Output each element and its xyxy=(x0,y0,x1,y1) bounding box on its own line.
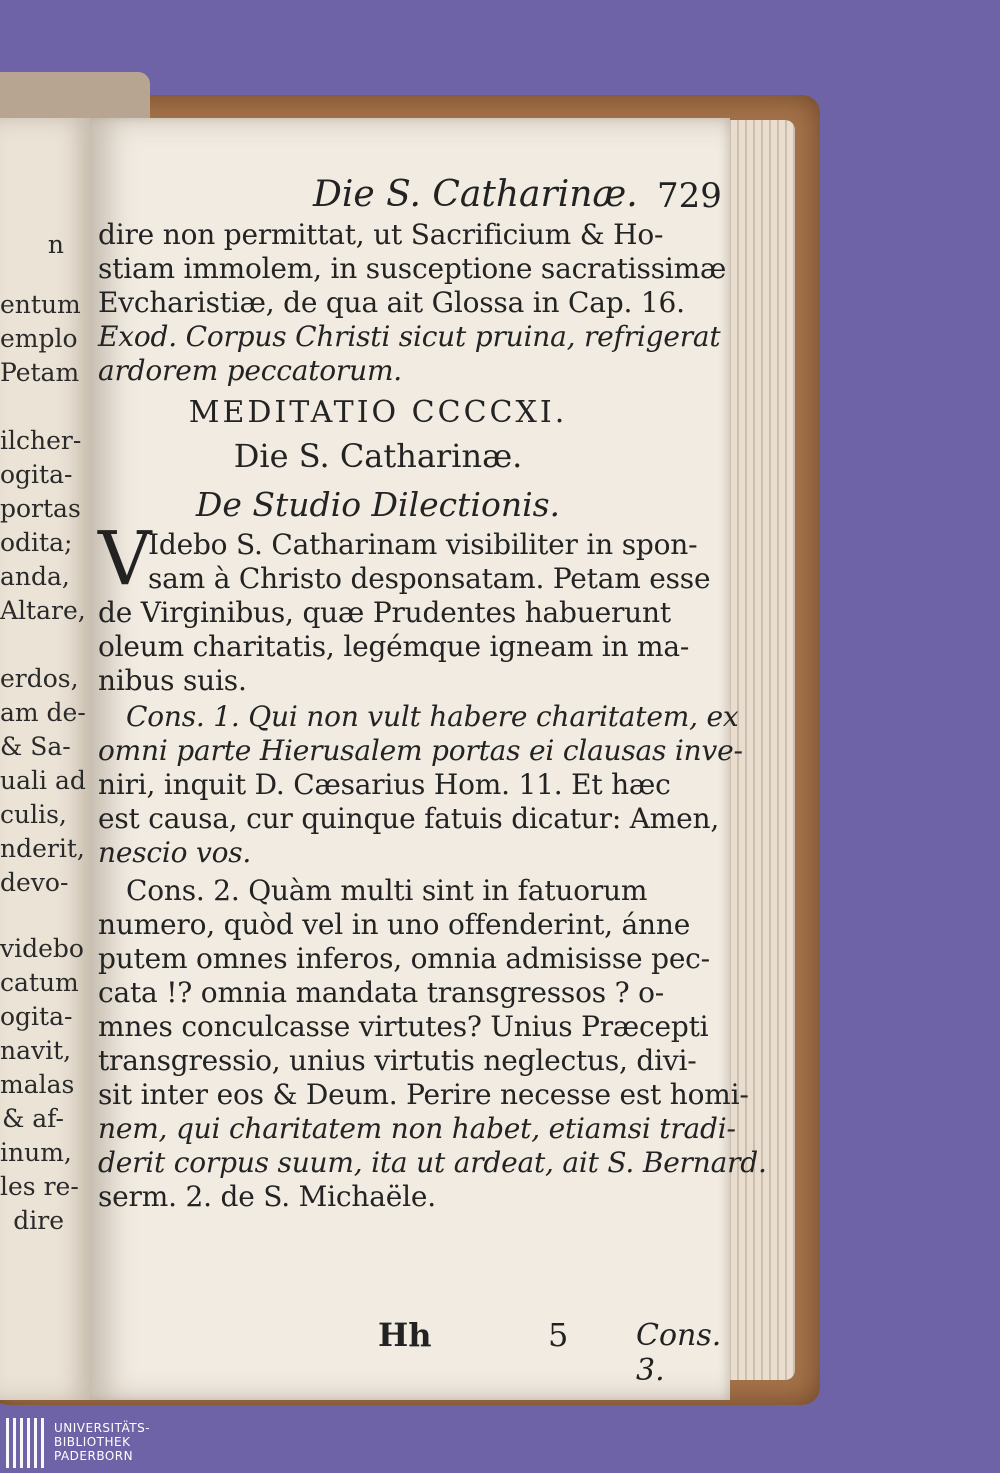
text-line: nibus suis. xyxy=(98,664,247,697)
drop-capital: V xyxy=(98,516,152,602)
left-fragment: n xyxy=(47,230,64,259)
page-number: 729 xyxy=(657,176,722,216)
left-fragment: dire xyxy=(13,1206,64,1235)
left-fragment: malas xyxy=(0,1070,75,1099)
page-header xyxy=(185,174,722,222)
right-page xyxy=(90,118,767,1400)
library-logo-text xyxy=(54,1421,150,1463)
left-fragment: devo- xyxy=(0,868,69,897)
text-line: de Virginibus, quæ Prudentes habuerunt xyxy=(98,596,671,629)
meditatio-topic: De Studio Dilectionis. xyxy=(195,485,561,524)
left-fragment: ogita- xyxy=(0,1002,73,1031)
text-line: sit inter eos & Deum. Perire necesse est homi- xyxy=(98,1078,749,1111)
left-fragment: anda, xyxy=(0,562,70,591)
text-line: nem, qui charitatem non habet, etiamsi tradi- xyxy=(98,1112,736,1145)
text-line: Evcharistiæ, de qua ait Glossa in Cap. 16. xyxy=(98,286,685,319)
left-fragment: portas xyxy=(0,494,81,523)
logo-line: BIBLIOTHEK xyxy=(54,1435,131,1449)
left-fragment: videbo xyxy=(0,934,84,963)
catchword: Cons. 3. xyxy=(636,1318,722,1388)
text-line: transgressio, unius virtutis neglectus, divi- xyxy=(98,1044,697,1077)
left-fragment: emplo xyxy=(0,324,78,353)
left-fragment: catum xyxy=(0,968,79,997)
text-line: numero, quòd vel in uno offenderint, ánne xyxy=(98,908,691,941)
left-fragment: & Sa- xyxy=(0,732,71,761)
text-line: dire non permittat, ut Sacrificium & Ho- xyxy=(98,218,664,251)
text-line: Exod. Corpus Christi sicut pruina, refrigerat xyxy=(98,320,721,353)
text-line: Idebo S. Catharinam visibiliter in spon- xyxy=(148,528,698,561)
running-head: Die S. Catharinæ. xyxy=(313,174,638,215)
text-line: derit corpus suum, ita ut ardeat, ait S. Bernard. xyxy=(98,1146,767,1179)
left-fragment: Altare, xyxy=(0,596,86,625)
left-fragment: & af- xyxy=(2,1104,64,1133)
left-page xyxy=(0,118,92,1400)
text-line: Cons. 1. Qui non vult habere charitatem, ex xyxy=(126,700,739,733)
text-line: est causa, cur quinque fatuis dicatur: Amen, xyxy=(98,802,720,835)
left-fragment: navit, xyxy=(0,1036,72,1065)
text-line: nescio vos. xyxy=(98,836,252,869)
text-line: oleum charitatis, legémque igneam in ma- xyxy=(98,630,690,663)
text-line: niri, inquit D. Cæsarius Hom. 11. Et hæc xyxy=(98,768,671,801)
text-line: omni parte Hierusalem portas ei clausas inve- xyxy=(98,734,743,767)
text-line: Cons. 2. Quàm multi sint in fatuorum xyxy=(126,874,648,907)
left-fragment: les re- xyxy=(0,1172,79,1201)
logo-line: UNIVERSITÄTS- xyxy=(54,1421,151,1435)
left-fragment: ogita- xyxy=(0,460,73,489)
text-line: putem omnes inferos, omnia admisisse pec- xyxy=(98,942,710,975)
text-line: stiam immolem, in susceptione sacratissimæ xyxy=(98,252,727,285)
left-fragment: inum, xyxy=(0,1138,72,1167)
logo-line: PADERBORN xyxy=(54,1449,134,1463)
left-fragment: Petam xyxy=(0,358,80,387)
left-fragment: culis, xyxy=(0,800,67,829)
left-fragment: entum xyxy=(0,290,81,319)
text-line: sam à Christo desponsatam. Petam esse xyxy=(148,562,711,595)
left-fragment: ilcher- xyxy=(0,426,82,455)
signature-mark: Hh xyxy=(378,1316,432,1354)
left-fragment: nderit, xyxy=(0,834,85,863)
text-line: cata !? omnia mandata transgressos ? o- xyxy=(98,976,665,1009)
left-fragment: erdos, xyxy=(0,664,79,693)
left-fragment: odita; xyxy=(0,528,73,557)
meditatio-title: MEDITATIO CCCCXI. xyxy=(188,395,568,430)
meditatio-day: Die S. Catharinæ. xyxy=(233,437,523,475)
text-line: mnes conculcasse virtutes? Unius Præcepti xyxy=(98,1010,709,1043)
text-line: ardorem peccatorum. xyxy=(98,354,402,387)
text-line: serm. 2. de S. Michaële. xyxy=(98,1180,436,1213)
signature-number: 5 xyxy=(548,1316,569,1354)
left-fragment: uali ad xyxy=(0,766,86,795)
library-logo-icon xyxy=(6,1418,46,1468)
left-fragment: am de- xyxy=(0,698,86,727)
library-logo xyxy=(6,1418,156,1468)
